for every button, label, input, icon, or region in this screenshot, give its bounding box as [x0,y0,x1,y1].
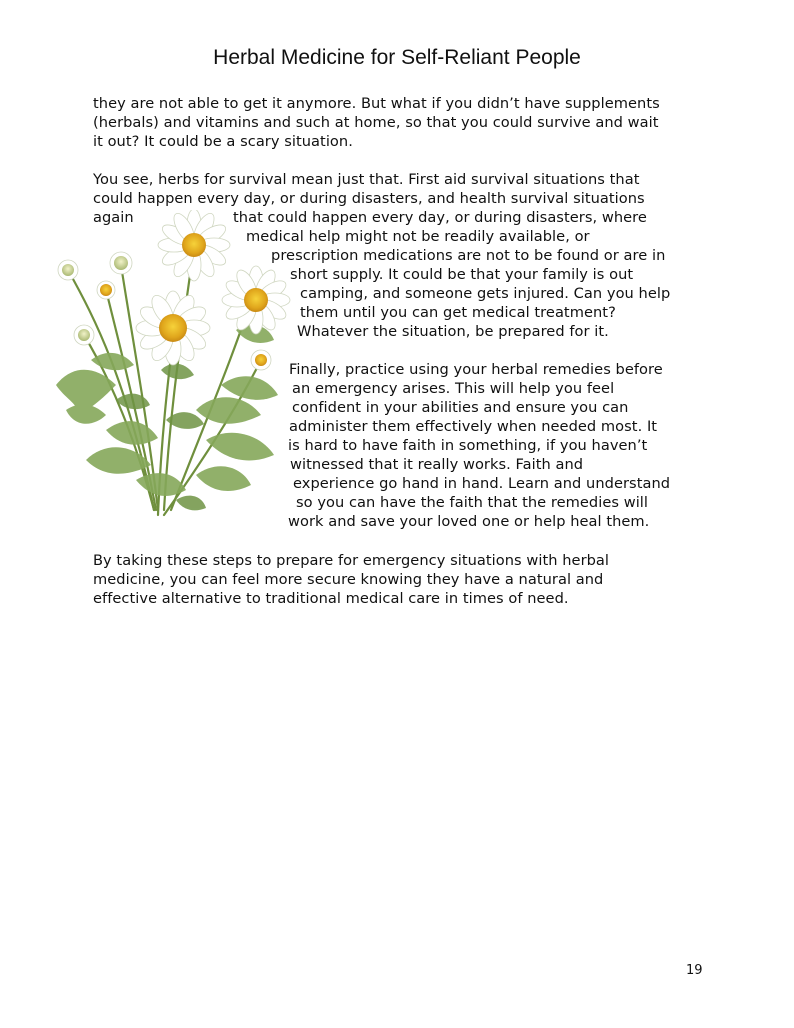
body-line: camping, and someone gets injured. Can you help [300,285,671,302]
body-line: medicine, you can feel more secure knowing they have a natural and [93,571,604,588]
body-line: You see, herbs for survival mean just that. First aid survival situations that [93,171,640,188]
body-line: so you can have the faith that the remedies will [296,494,649,511]
body-line: an emergency arises. This will help you feel [292,380,615,397]
body-line: medical help might not be readily available, or [246,228,590,245]
body-line: short supply. It could be that your family is out [290,266,634,283]
body-line: experience go hand in hand. Learn and understand [293,475,671,492]
page-title: Herbal Medicine for Self-Reliant People [213,46,581,69]
body-line: again [93,209,134,226]
body-line: By taking these steps to prepare for emergency situations with herbal [93,552,610,569]
page-number: 19 [686,963,703,978]
body-line: it out? It could be a scary situation. [93,133,353,150]
body-line: is hard to have faith in something, if you haven’t [288,437,648,454]
body-line: witnessed that it really works. Faith and [290,456,584,473]
body-line: Finally, practice using your herbal remedies before [289,361,663,378]
body-line: they are not able to get it anymore. But what if you didn’t have supplements [93,95,660,112]
body-line: Whatever the situation, be prepared for it. [297,323,609,340]
body-line: them until you can get medical treatment? [300,304,616,321]
body-line: could happen every day, or during disasters, and health survival situations [93,190,645,207]
body-line: confident in your abilities and ensure you can [292,399,629,416]
body-line: administer them effectively when needed most. It [289,418,658,435]
body-line: work and save your loved one or help heal them. [288,513,650,530]
body-line: effective alternative to traditional medical care in times of need. [93,590,569,607]
body-line: that could happen every day, or during disasters, where [233,209,647,226]
chamomile-flowers-icon [46,210,296,530]
body-line: (herbals) and vitamins and such at home, so that you could survive and wait [93,114,659,131]
body-line: prescription medications are not to be found or are in [271,247,666,264]
